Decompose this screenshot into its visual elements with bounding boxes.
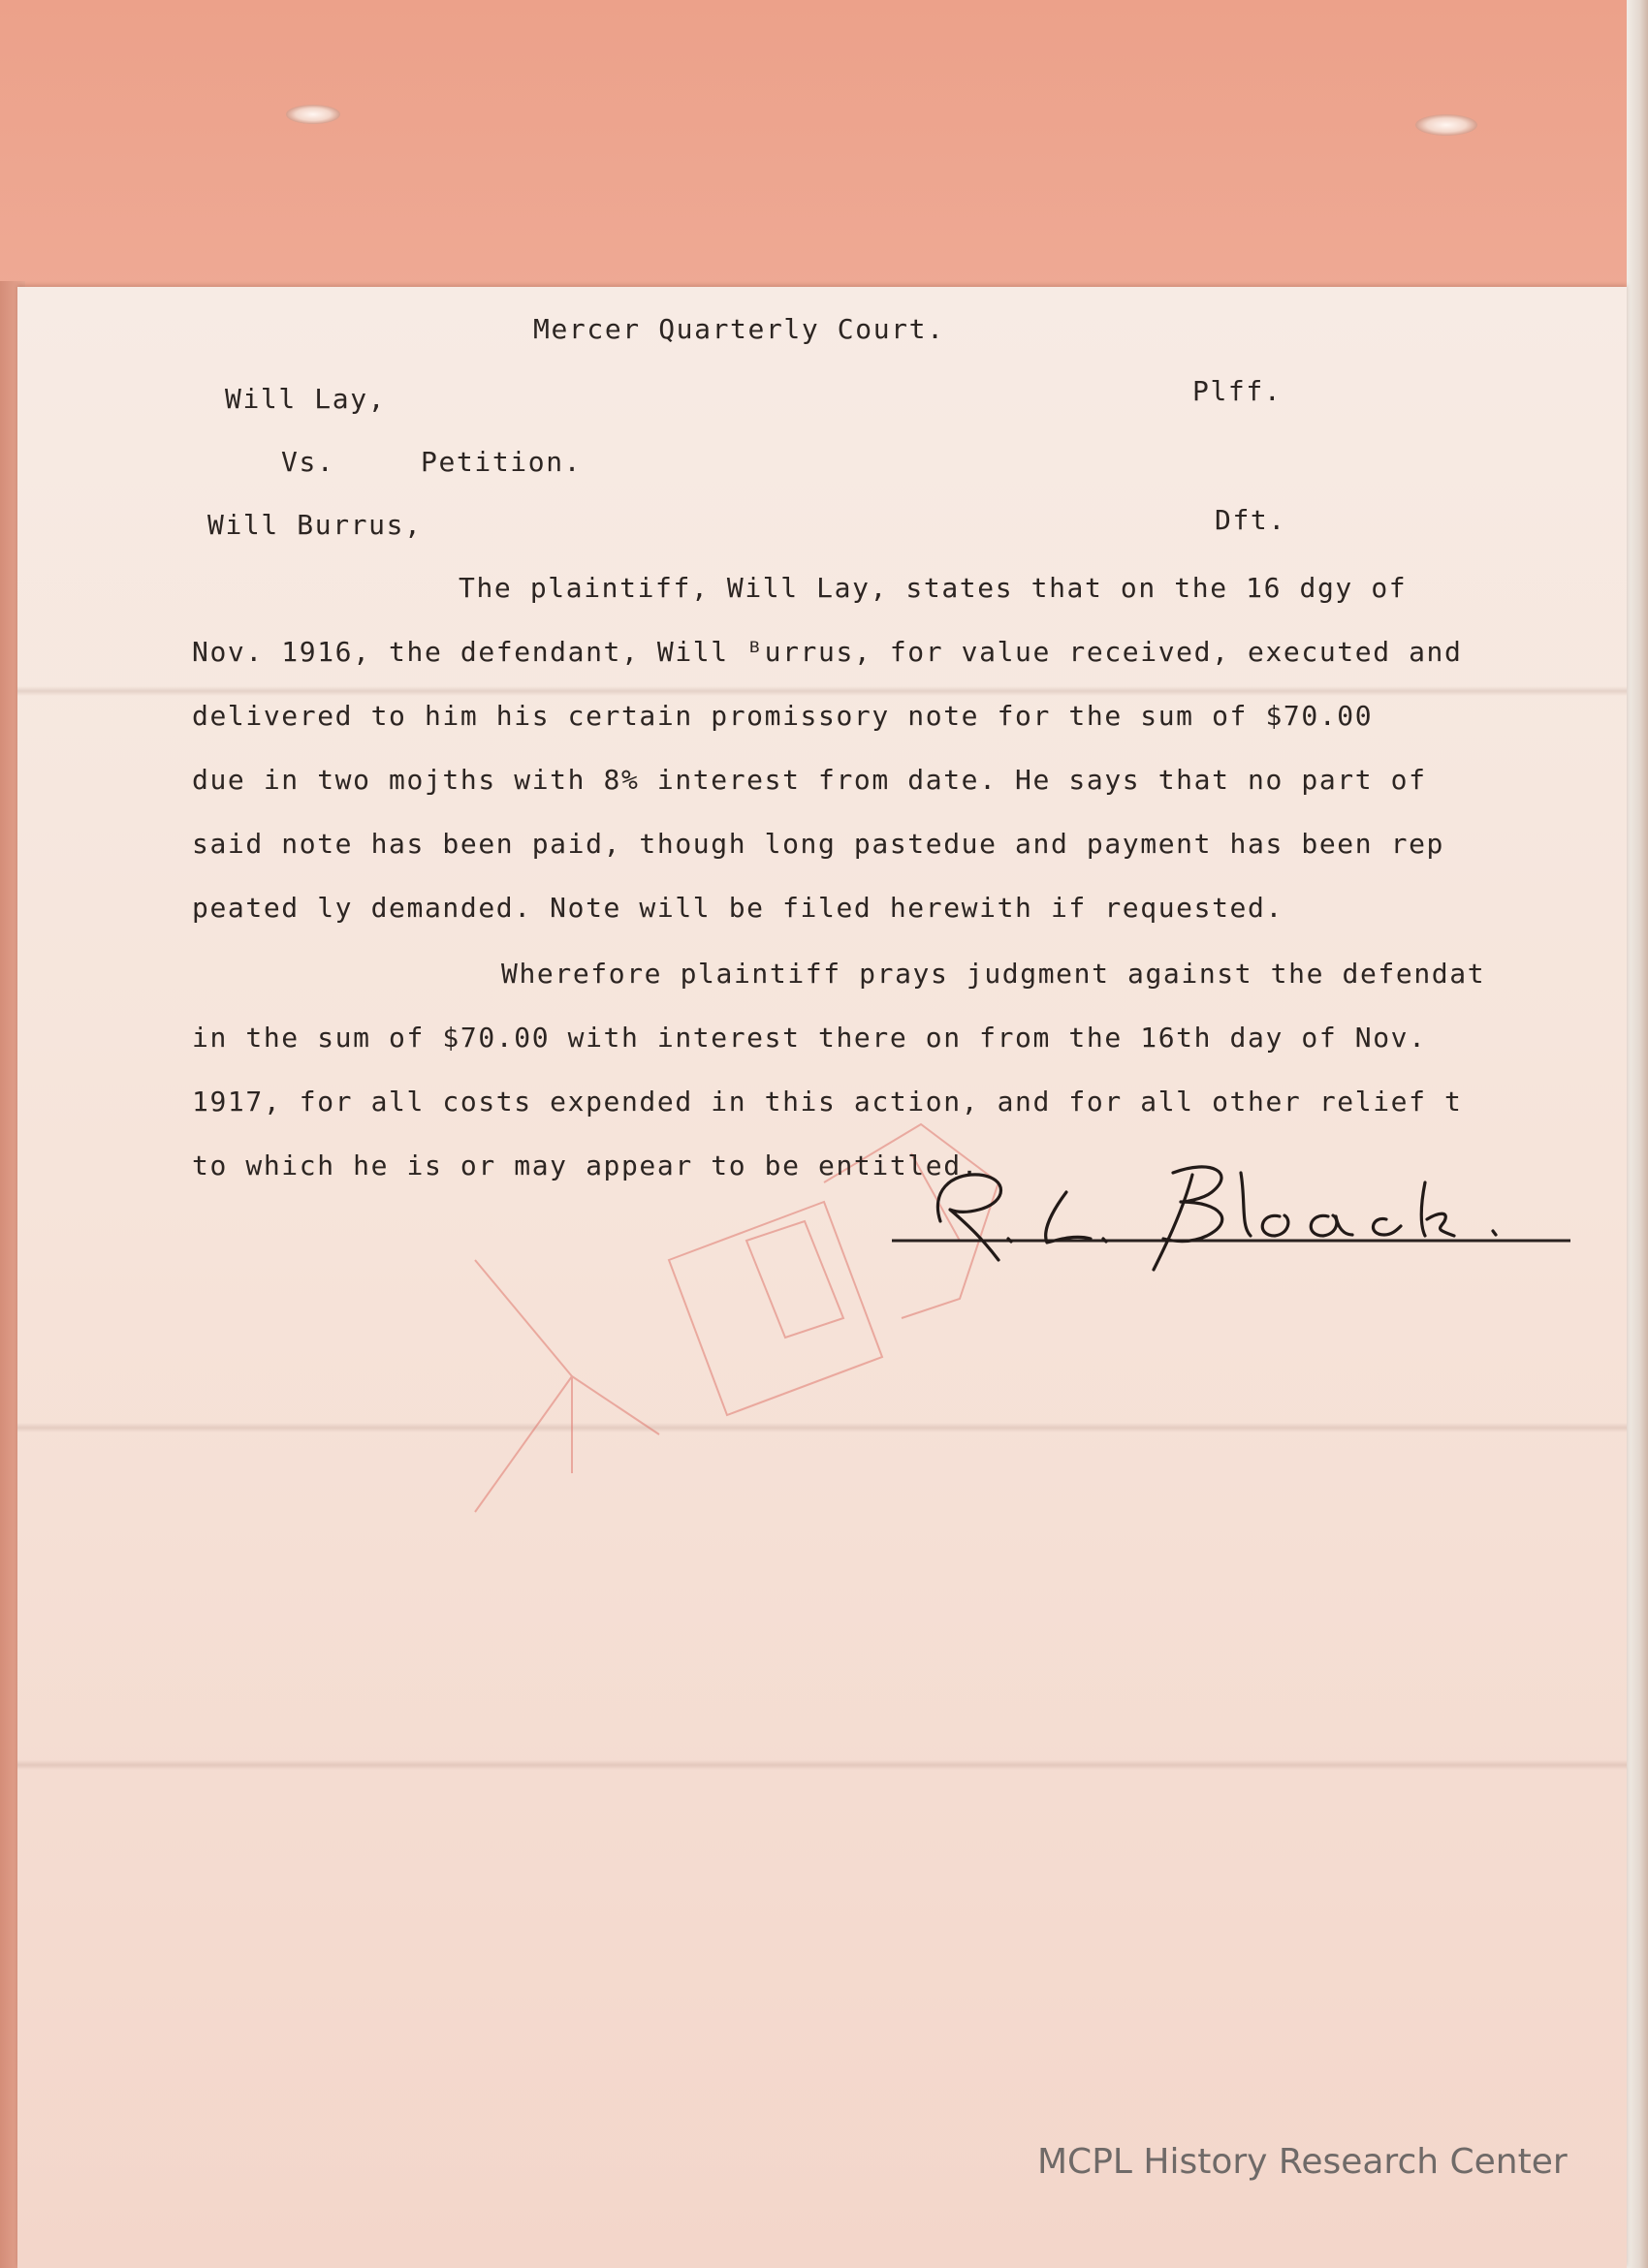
court-heading: Mercer Quarterly Court. [533,313,945,345]
body-line: due in two mojths with 8% interest from date. He says that no part of [192,764,1427,796]
plaintiff-name: Will Lay, [225,383,387,415]
folder-background [0,0,1648,291]
body-line: The plaintiff, Will Lay, states that on the 16 dgy of [459,572,1408,604]
defendant-role: Dft. [1215,504,1286,536]
body-line: 1917, for all costs expended in this action, and for all other relief t [192,1086,1463,1118]
document-type: Petition. [421,446,583,478]
versus-label: Vs. [281,446,335,478]
signature [872,1134,1590,1279]
body-line: Wherefore plaintiff prays judgment against the defendat [501,958,1486,990]
punch-hole-right [1415,114,1477,136]
body-line: Nov. 1916, the defendant, Will ᴮurrus, for valuе received, executed and [192,636,1463,668]
plaintiff-role: Plff. [1192,375,1283,407]
body-line: to which he is or may appear to be entitled. [192,1150,980,1181]
paper-fold [17,1760,1627,1770]
body-line: in the sum of $70.00 with interest there on from the 16th day of Nov. [192,1022,1427,1054]
punch-hole-left [286,105,340,124]
paper-fold [17,686,1627,696]
body-line: peated ly demanded. Note will be filed herewith if requested. [192,892,1284,924]
folder-edge-right [1627,0,1648,2268]
body-line: delivered to him his certain promissory note for the sum of $70.00 [192,700,1374,732]
defendant-name: Will Burrus, [207,509,423,541]
body-line: said note has been paid, though long pastedue and payment has been rep [192,828,1445,860]
credit-watermark: MCPL History Research Center [1037,2142,1568,2182]
